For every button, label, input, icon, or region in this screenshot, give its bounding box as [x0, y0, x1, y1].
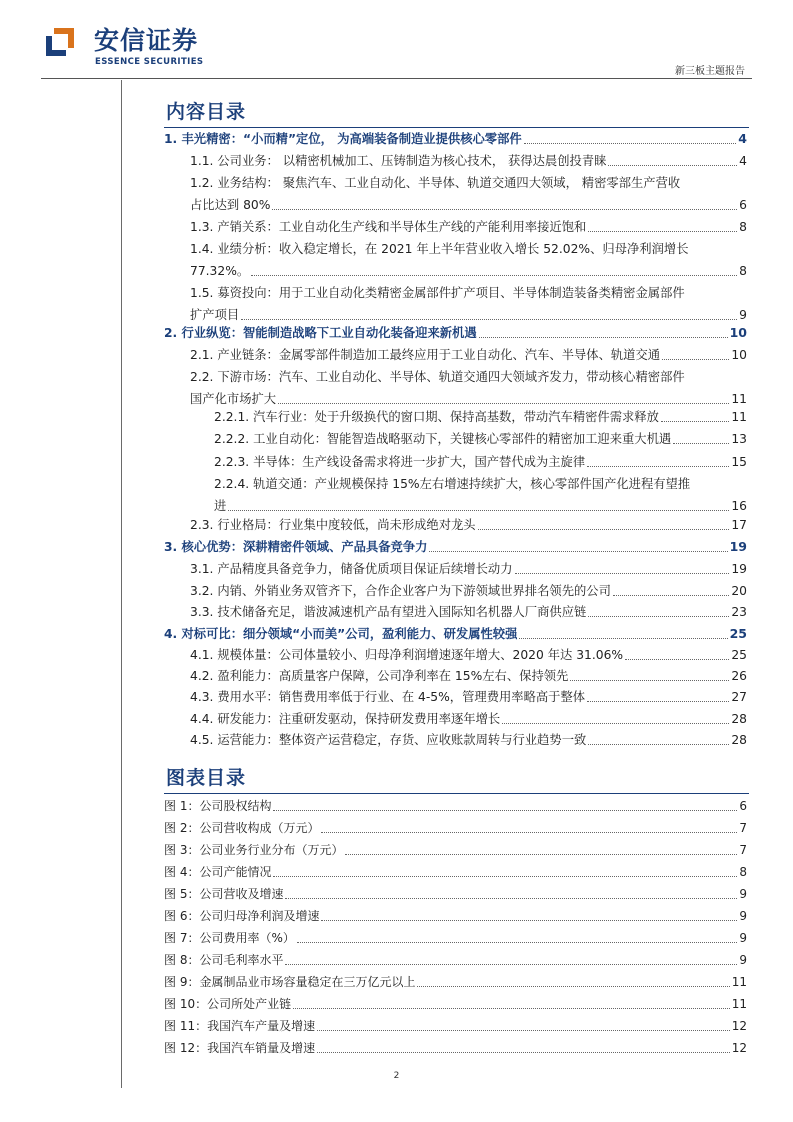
toc-entry[interactable] — [0, 150, 747, 172]
dot-leader — [272, 209, 737, 210]
brand-name-en: ESSENCE SECURITIES — [95, 57, 204, 67]
toc-entry-continuation[interactable] — [0, 194, 747, 216]
entry-label: 2.2.3. 半导体：生产线设备需求将进一步扩大，国产替代成为主旋律 — [214, 455, 586, 469]
essence-logo-icon — [44, 26, 76, 58]
entry-page-number: 13 — [731, 432, 747, 446]
dot-leader — [285, 964, 737, 965]
dot-leader — [321, 832, 737, 833]
entry-label: 1.2. 业务结构： 聚焦汽车、工业自动化、半导体、轨道交通四大领域， 精密零部生产营收 — [190, 176, 681, 190]
toc-entry[interactable] — [0, 473, 747, 495]
toc-entry[interactable] — [0, 451, 747, 473]
entry-page-number: 9 — [739, 887, 747, 901]
dot-leader — [429, 551, 727, 552]
dot-leader — [479, 337, 728, 338]
dot-leader — [515, 573, 730, 574]
toc-entry[interactable] — [0, 428, 747, 450]
toc-entry[interactable] — [0, 665, 747, 687]
figure-entry[interactable] — [0, 927, 747, 949]
entry-label: 1.3. 产销关系：工业自动化生产线和半导体生产线的产能利用率接近饱和 — [190, 220, 587, 234]
entry-page-number: 6 — [739, 198, 747, 212]
entry-label: 图 3：公司业务行业分布（万元） — [164, 843, 344, 857]
entry-label: 图 1：公司股权结构 — [164, 799, 272, 813]
entry-label: 图 10：公司所处产业链 — [164, 997, 292, 1011]
entry-page-number: 10 — [731, 348, 747, 362]
entry-label: 图 8：公司毛利率水平 — [164, 953, 284, 967]
entry-label: 图 7：公司费用率（%） — [164, 931, 295, 945]
figure-entry[interactable] — [0, 905, 747, 927]
entry-label: 2. 行业纵览：智能制造战略下工业自动化装备迎来新机遇 — [164, 326, 477, 340]
entry-page-number: 25 — [729, 626, 747, 641]
dot-leader — [478, 529, 730, 530]
entry-page-number: 11 — [731, 392, 747, 406]
dot-leader — [502, 723, 729, 724]
toc-entry[interactable] — [0, 406, 747, 428]
entry-label: 2.2.1. 汽车行业：处于升级换代的窗口期、保持高基数，带动汽车精密件需求释放 — [214, 410, 659, 424]
entry-page-number: 19 — [729, 539, 747, 554]
page-header — [0, 0, 793, 80]
entry-label: 1. 丰光精密：“小而精”定位， 为高端装备制造业提供核心零部件 — [164, 132, 522, 146]
entry-page-number: 9 — [739, 953, 747, 967]
entry-page-number: 20 — [731, 584, 747, 598]
figure-entry[interactable] — [0, 949, 747, 971]
entry-page-number: 7 — [739, 821, 747, 835]
entry-page-number: 11 — [731, 975, 747, 989]
entry-page-number: 4 — [739, 154, 747, 168]
toc-entry[interactable] — [0, 128, 747, 150]
entry-label: 图 2：公司营收构成（万元） — [164, 821, 320, 835]
entry-page-number: 7 — [739, 843, 747, 857]
entry-label: 占比达到 80% — [190, 198, 271, 212]
entry-page-number: 23 — [731, 605, 747, 619]
entry-page-number: 28 — [731, 733, 747, 747]
figure-entry[interactable] — [0, 1037, 747, 1059]
toc-entry[interactable] — [0, 322, 747, 344]
dot-leader — [588, 744, 729, 745]
dot-leader — [317, 1030, 730, 1031]
entry-page-number: 8 — [739, 865, 747, 879]
toc-entry[interactable] — [0, 514, 747, 536]
entry-page-number: 26 — [731, 669, 747, 683]
entry-page-number: 10 — [729, 325, 747, 340]
entry-label: 77.32%。 — [190, 264, 250, 278]
dot-leader — [587, 466, 729, 467]
entry-page-number: 11 — [731, 410, 747, 424]
entry-label: 3.3. 技术储备充足，谐波减速机产品有望进入国际知名机器人厂商供应链 — [190, 605, 587, 619]
entry-page-number: 12 — [731, 1019, 747, 1033]
entry-page-number: 9 — [739, 909, 747, 923]
entry-label: 3.2. 内销、外销业务双管齐下，合作企业客户为下游领域世界排名领先的公司 — [190, 584, 611, 598]
toc-entry[interactable] — [0, 558, 747, 580]
entry-page-number: 15 — [731, 455, 747, 469]
entry-page-number: 25 — [731, 648, 747, 662]
entry-page-number: 8 — [739, 264, 747, 278]
entry-page-number: 9 — [739, 308, 747, 322]
toc-entry[interactable] — [0, 644, 747, 666]
dot-leader — [273, 876, 737, 877]
figure-entry[interactable] — [0, 971, 747, 993]
dot-leader — [317, 1052, 730, 1053]
entry-label: 图 6：公司归母净利润及增速 — [164, 909, 320, 923]
dot-leader — [662, 359, 729, 360]
dot-leader — [588, 616, 729, 617]
entry-label: 2.2. 下游市场：汽车、工业自动化、半导体、轨道交通四大领域齐发力，带动核心精密部件 — [190, 370, 685, 384]
entry-label: 3. 核心优势：深耕精密件领域、产品具备竞争力 — [164, 540, 428, 554]
entry-label: 2.3. 行业格局：行业集中度较低，尚未形成绝对龙头 — [190, 518, 476, 532]
figure-entry[interactable] — [0, 817, 747, 839]
entry-label: 进 — [214, 499, 227, 513]
toc-entry-continuation[interactable] — [0, 260, 747, 282]
entry-label: 2.2.2. 工业自动化：智能智造战略驱动下，关键核心零部件的精密加工迎来重大机遇 — [214, 432, 672, 446]
entry-page-number: 12 — [731, 1041, 747, 1055]
dot-leader — [661, 421, 729, 422]
toc-entry[interactable] — [0, 601, 747, 623]
header-divider — [41, 78, 752, 79]
dot-leader — [519, 638, 727, 639]
entry-page-number: 28 — [731, 712, 747, 726]
figure-entry[interactable] — [0, 861, 747, 883]
dot-leader — [587, 701, 729, 702]
dot-leader — [608, 165, 737, 166]
dot-leader — [273, 810, 737, 811]
toc-entry[interactable] — [0, 686, 747, 708]
figure-entry[interactable] — [0, 839, 747, 861]
entry-label: 图 9：金属制品业市场容量稳定在三万亿元以上 — [164, 975, 416, 989]
dot-leader — [417, 986, 729, 987]
dot-leader — [241, 319, 737, 320]
dot-leader — [278, 403, 729, 404]
toc-entry[interactable] — [0, 729, 747, 751]
toc-title: 内容目录 — [166, 101, 247, 123]
toc-entry[interactable] — [0, 366, 747, 388]
figure-entry[interactable] — [0, 1015, 747, 1037]
report-type-label: 新三板主题报告 — [675, 66, 745, 77]
entry-label: 图 12：我国汽车销量及增速 — [164, 1041, 316, 1055]
figure-entry[interactable] — [0, 795, 747, 817]
dot-leader — [293, 1008, 730, 1009]
figures-title-rule — [164, 793, 749, 794]
toc-entry[interactable] — [0, 172, 747, 194]
entry-page-number: 8 — [739, 220, 747, 234]
dot-leader — [673, 443, 729, 444]
entry-page-number: 16 — [731, 499, 747, 513]
brand-name-cn: 安信证券 — [94, 26, 199, 55]
entry-label: 2.1. 产业链条：金属零部件制造加工最终应用于工业自动化、汽车、半导体、轨道交通 — [190, 348, 661, 362]
entry-page-number: 19 — [731, 562, 747, 576]
entry-page-number: 17 — [731, 518, 747, 532]
entry-label: 图 11：我国汽车产量及增速 — [164, 1019, 316, 1033]
dot-leader — [297, 942, 738, 943]
toc-entry[interactable] — [0, 580, 747, 602]
dot-leader — [613, 595, 729, 596]
figure-entry[interactable] — [0, 883, 747, 905]
dot-leader — [524, 143, 737, 144]
entry-label: 1.5. 募资投向：用于工业自动化类精密金属部件扩产项目、半导体制造装备类精密金属部件 — [190, 286, 685, 300]
toc-entry[interactable] — [0, 238, 747, 260]
dot-leader — [625, 659, 729, 660]
entry-page-number: 9 — [739, 931, 747, 945]
toc-entry[interactable] — [0, 344, 747, 366]
toc-entry[interactable] — [0, 623, 747, 645]
dot-leader — [345, 854, 737, 855]
figures-title: 图表目录 — [166, 767, 247, 789]
entry-page-number: 11 — [731, 997, 747, 1011]
entry-label: 4.4. 研发能力：注重研发驱动，保持研发费用率逐年增长 — [190, 712, 501, 726]
entry-label: 4.2. 盈利能力：高质量客户保障，公司净利率在 15%左右、保持领先 — [190, 669, 569, 683]
entry-label: 1.4. 业绩分析：收入稳定增长，在 2021 年上半年营业收入增长 52.02%、归母净利润增长 — [190, 242, 689, 256]
entry-label: 图 5：公司营收及增速 — [164, 887, 284, 901]
dot-leader — [570, 680, 729, 681]
dot-leader — [588, 231, 737, 232]
dot-leader — [321, 920, 737, 921]
entry-page-number: 27 — [731, 690, 747, 704]
entry-label: 图 4：公司产能情况 — [164, 865, 272, 879]
toc-entry[interactable] — [0, 536, 747, 558]
entry-label: 4. 对标可比：细分领域“小而美”公司，盈利能力、研发属性较强 — [164, 627, 518, 641]
dot-leader — [285, 898, 737, 899]
toc-entry[interactable] — [0, 216, 747, 238]
entry-page-number: 6 — [739, 799, 747, 813]
figure-entry[interactable] — [0, 993, 747, 1015]
page-number: 2 — [393, 1071, 400, 1081]
dot-leader — [228, 510, 729, 511]
toc-entry[interactable] — [0, 708, 747, 730]
entry-label: 4.1. 规模体量：公司体量较小、归母净利润增速逐年增大、2020 年达 31.06% — [190, 648, 624, 662]
entry-label: 4.3. 费用水平：销售费用率低于行业、在 4-5%，管理费用率略高于整体 — [190, 690, 586, 704]
entry-label: 扩产项目 — [190, 308, 240, 322]
entry-label: 4.5. 运营能力：整体资产运营稳定，存货、应收账款周转与行业趋势一致 — [190, 733, 587, 747]
entry-page-number: 4 — [738, 131, 747, 146]
entry-label: 1.1. 公司业务： 以精密机械加工、压铸制造为核心技术， 获得达晨创投青睐 — [190, 154, 607, 168]
entry-label: 2.2.4. 轨道交通：产业规模保持 15%左右增速持续扩大，核心零部件国产化进程有望推 — [214, 477, 691, 491]
entry-label: 国产化市场扩大 — [190, 392, 277, 406]
toc-entry[interactable] — [0, 282, 747, 304]
dot-leader — [251, 275, 737, 276]
entry-label: 3.1. 产品精度具备竞争力，储备优质项目保证后续增长动力 — [190, 562, 513, 576]
